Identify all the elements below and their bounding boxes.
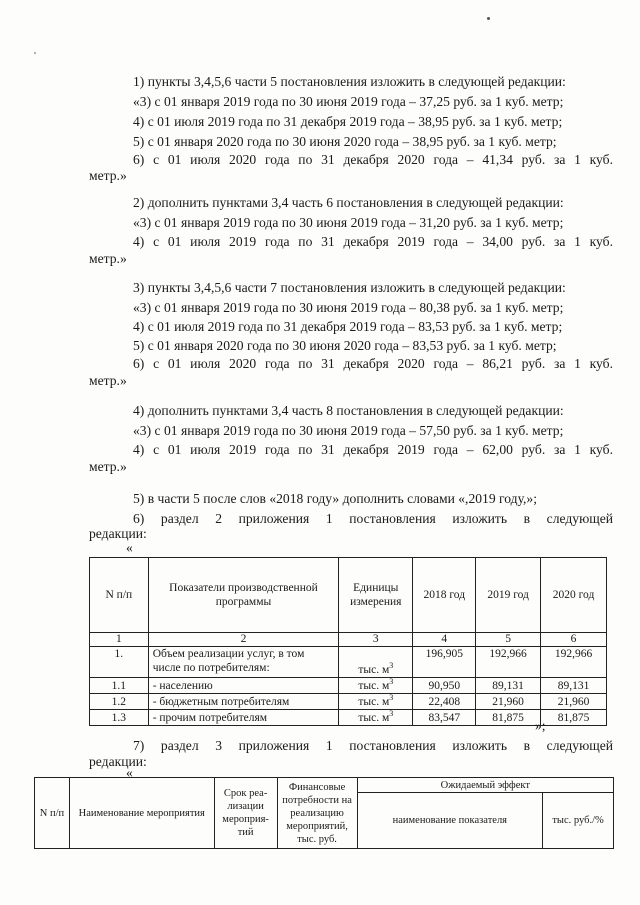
row-unit: тыс. $м^3$ bbox=[339, 710, 413, 726]
item-1-line: «3) с 01 января 2019 года по 30 июня 2019 года – 37,25 руб. за 1 куб. метр; bbox=[133, 94, 564, 109]
col-header-num: N п/п bbox=[90, 558, 149, 633]
row-value-2020: 192,966 bbox=[541, 647, 607, 678]
col-number: 5 bbox=[476, 633, 541, 647]
item-4-line: «3) с 01 января 2019 года по 30 июня 2019 года – 57,50 руб. за 1 куб. метр; bbox=[133, 423, 564, 438]
col-header-thousand: тыс. руб./% bbox=[543, 793, 614, 849]
item-3-line: 4) с 01 июля 2019 года по 31 декабря 2019 года – 83,53 руб. за 1 куб. метр; bbox=[133, 319, 563, 334]
col-header-2018: 2018 год bbox=[413, 558, 476, 633]
quote-close: »; bbox=[535, 718, 546, 733]
col-header-name: Наименование мероприятия bbox=[69, 778, 214, 849]
quote-open: « bbox=[126, 765, 133, 780]
row-value-2018: 90,950 bbox=[413, 678, 476, 694]
item-3-line: «3) с 01 января 2019 года по 30 июня 2019 года – 80,38 руб. за 1 куб. метр; bbox=[133, 300, 564, 315]
row-num: 1. bbox=[90, 647, 149, 678]
row-value-2020: 89,131 bbox=[541, 678, 607, 694]
row-num: 1.3 bbox=[90, 710, 149, 726]
item-1-line: 4) с 01 июля 2019 года по 31 декабря 2019 года – 38,95 руб. за 1 куб. метр; bbox=[133, 114, 563, 129]
item-2-header: 2) дополнить пунктами 3,4 часть 6 постановления в следующей редакции: bbox=[133, 195, 564, 210]
row-value-2019: 81,875 bbox=[476, 710, 541, 726]
item-1-tail: метр.» bbox=[89, 168, 127, 183]
col-number: 3 bbox=[339, 633, 413, 647]
item-1-line: 6) с 01 июля 2020 года по 31 декабря 2020 года – 41,34 руб. за 1 куб. bbox=[133, 152, 613, 167]
row-name: - бюджетным потребителям bbox=[148, 694, 339, 710]
col-number: 4 bbox=[413, 633, 476, 647]
row-value-2020: 81,875 bbox=[541, 710, 607, 726]
row-value-2019: 192,966 bbox=[476, 647, 541, 678]
table-row bbox=[90, 647, 607, 678]
item-3-line: 5) с 01 января 2020 года по 30 июня 2020 года – 83,53 руб. за 1 куб. метр; bbox=[133, 338, 557, 353]
table-row bbox=[90, 678, 607, 694]
table-row bbox=[90, 694, 607, 710]
row-value-2019: 89,131 bbox=[476, 678, 541, 694]
col-header-effect: Ожидаемый эффект bbox=[357, 778, 613, 793]
item-4-line: 4) с 01 июля 2019 года по 31 декабря 2019 года – 62,00 руб. за 1 куб. bbox=[133, 442, 613, 457]
row-value-2020: 21,960 bbox=[541, 694, 607, 710]
col-header-term: Срок реа-лизации мероприя-тий bbox=[214, 778, 277, 849]
col-header-finance: Финансовые потребности на реализацию мероприятий, тыс. руб. bbox=[277, 778, 357, 849]
col-header-2020: 2020 год bbox=[541, 558, 607, 633]
row-value-2018: 196,905 bbox=[413, 647, 476, 678]
row-unit: тыс. $м^3$ bbox=[339, 678, 413, 694]
col-number: 6 bbox=[541, 633, 607, 647]
col-header-2019: 2019 год bbox=[476, 558, 541, 633]
row-num: 1.1 bbox=[90, 678, 149, 694]
col-header-indicator: наименование показателя bbox=[357, 793, 543, 849]
item-1-header: 1) пункты 3,4,5,6 части 5 постановления изложить в следующей редакции: bbox=[133, 74, 566, 89]
item-5: 5) в части 5 после слов «2018 году» дополнить словами «,2019 году,»; bbox=[133, 491, 538, 506]
row-value-2019: 21,960 bbox=[476, 694, 541, 710]
col-number: 1 bbox=[90, 633, 149, 647]
col-header-unit: Единицы измерения bbox=[339, 558, 413, 633]
row-unit: тыс. $м^3$ bbox=[339, 647, 413, 678]
item-1-line: 5) с 01 января 2020 года по 30 июня 2020 года – 38,95 руб. за 1 куб. метр; bbox=[133, 134, 557, 149]
item-2-tail: метр.» bbox=[89, 251, 127, 266]
row-value-2018: 83,547 bbox=[413, 710, 476, 726]
production-program-table bbox=[89, 557, 607, 726]
row-name: - населению bbox=[148, 678, 339, 694]
measures-table bbox=[34, 777, 614, 849]
row-value-2018: 22,408 bbox=[413, 694, 476, 710]
scan-speck bbox=[487, 17, 490, 20]
item-3-tail: метр.» bbox=[89, 373, 127, 388]
item-4-tail: метр.» bbox=[89, 459, 127, 474]
item-3-header: 3) пункты 3,4,5,6 части 7 постановления изложить в следующей редакции: bbox=[133, 280, 566, 295]
col-number: 2 bbox=[148, 633, 339, 647]
scan-speck bbox=[34, 52, 36, 54]
table-row bbox=[90, 710, 607, 726]
item-2-line: 4) с 01 июля 2019 года по 31 декабря 2019 года – 34,00 руб. за 1 куб. bbox=[133, 234, 613, 249]
item-6-tail: редакции: bbox=[89, 526, 147, 541]
table-header-row bbox=[35, 778, 614, 793]
item-7-tail: редакции: bbox=[89, 754, 147, 769]
item-4-header: 4) дополнить пунктами 3,4 часть 8 постановления в следующей редакции: bbox=[133, 403, 564, 418]
item-6-line: 6) раздел 2 приложения 1 постановления изложить в следующей bbox=[133, 511, 613, 526]
table-header-row bbox=[90, 558, 607, 633]
column-number-row bbox=[90, 633, 607, 647]
quote-open: « bbox=[126, 540, 133, 555]
row-name: Объем реализации услуг, в том числе по потребителям: bbox=[148, 647, 339, 678]
row-num: 1.2 bbox=[90, 694, 149, 710]
row-name: - прочим потребителям bbox=[148, 710, 339, 726]
col-header-indicator: Показатели производственной программы bbox=[148, 558, 339, 633]
item-2-line: «3) с 01 января 2019 года по 30 июня 2019 года – 31,20 руб. за 1 куб. метр; bbox=[133, 215, 564, 230]
row-unit: тыс. $м^3$ bbox=[339, 694, 413, 710]
item-7-line: 7) раздел 3 приложения 1 постановления изложить в следующей bbox=[133, 738, 613, 753]
item-3-line: 6) с 01 июля 2020 года по 31 декабря 2020 года – 86,21 руб. за 1 куб. bbox=[133, 356, 613, 371]
col-header-num: N п/п bbox=[35, 778, 70, 849]
